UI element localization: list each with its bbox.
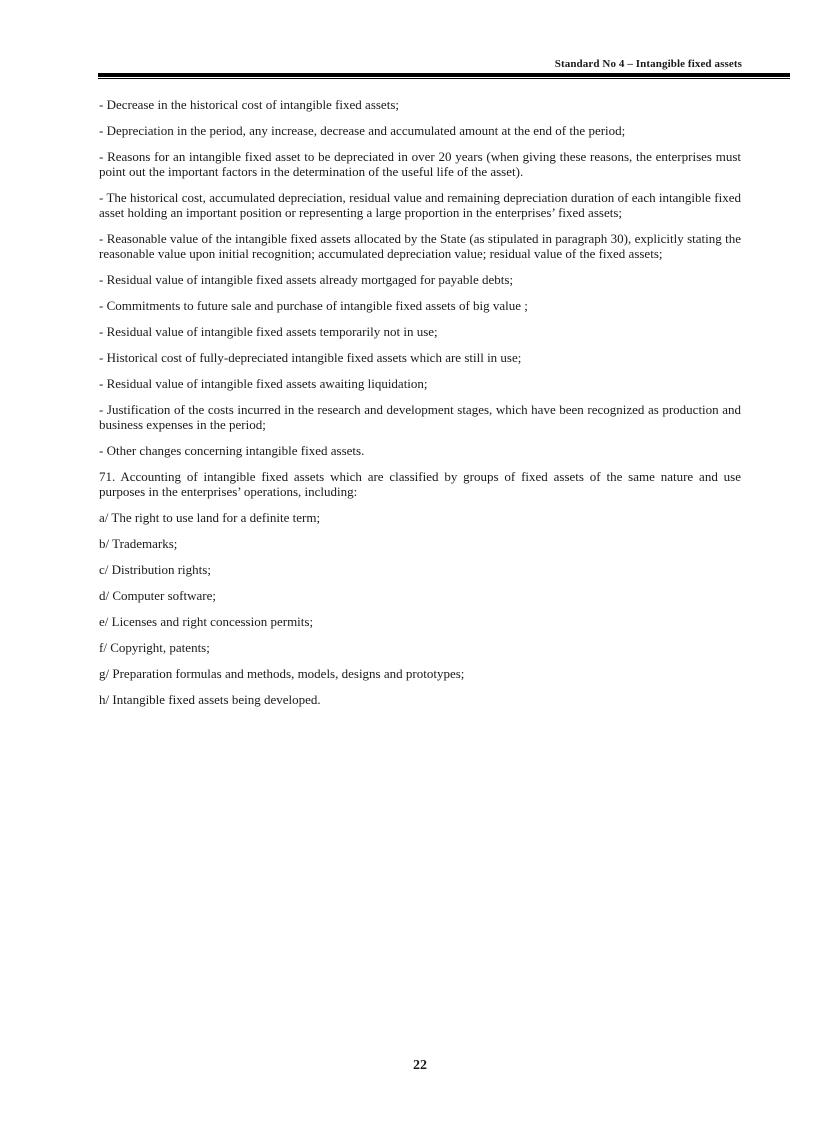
paragraph: - Historical cost of fully-depreciated intangible fixed assets which are still in use; — [99, 350, 522, 365]
paragraph: - Residual value of intangible fixed assets temporarily not in use; — [99, 324, 438, 339]
list-item: e/ Licenses and right concession permits; — [99, 614, 314, 629]
list-item: a/ The right to use land for a definite term; — [99, 510, 321, 525]
header-title: Standard No 4 – Intangible fixed assets — [554, 58, 742, 70]
header-rule — [98, 73, 790, 79]
section-paragraph: 71. Accounting of intangible fixed assets which are classified by groups of fixed assets of the same nature and use purposes in the enterprises’ operations, including: — [99, 469, 741, 499]
page-number: 22 — [413, 1058, 427, 1073]
list-item: c/ Distribution rights; — [99, 562, 211, 577]
paragraph: - Decrease in the historical cost of intangible fixed assets; — [99, 97, 399, 112]
paragraph: - Reasons for an intangible fixed asset to be depreciated in over 20 years (when giving these reasons, the enterprises must point out the important factors in the determination of the useful life of the asset). — [99, 149, 741, 179]
list-item: b/ Trademarks; — [99, 536, 178, 551]
list-item: h/ Intangible fixed assets being developed. — [99, 692, 321, 707]
paragraph: - The historical cost, accumulated depreciation, residual value and remaining depreciation duration of each intangible fixed asset holding an important position or representing a large proportion in the enterprises’ fixed assets; — [99, 190, 741, 220]
list-item: d/ Computer software; — [99, 588, 216, 603]
paragraph: - Reasonable value of the intangible fixed assets allocated by the State (as stipulated in paragraph 30), explicitly stating the reasonable value upon initial recognition; accumulated depreciation value; residual value of the fixed assets; — [99, 231, 741, 261]
paragraph: - Justification of the costs incurred in the research and development stages, which have been recognized as production and business expenses in the period; — [99, 402, 741, 432]
paragraph: - Depreciation in the period, any increase, decrease and accumulated amount at the end of the period; — [99, 123, 626, 138]
paragraph: - Residual value of intangible fixed assets already mortgaged for payable debts; — [99, 272, 514, 287]
paragraph: - Other changes concerning intangible fixed assets. — [99, 443, 365, 458]
list-item: f/ Copyright, patents; — [99, 640, 210, 655]
document-body — [99, 97, 741, 718]
list-item: g/ Preparation formulas and methods, models, designs and prototypes; — [99, 666, 465, 681]
paragraph: - Residual value of intangible fixed assets awaiting liquidation; — [99, 376, 428, 391]
paragraph: - Commitments to future sale and purchase of intangible fixed assets of big value ; — [99, 298, 528, 313]
